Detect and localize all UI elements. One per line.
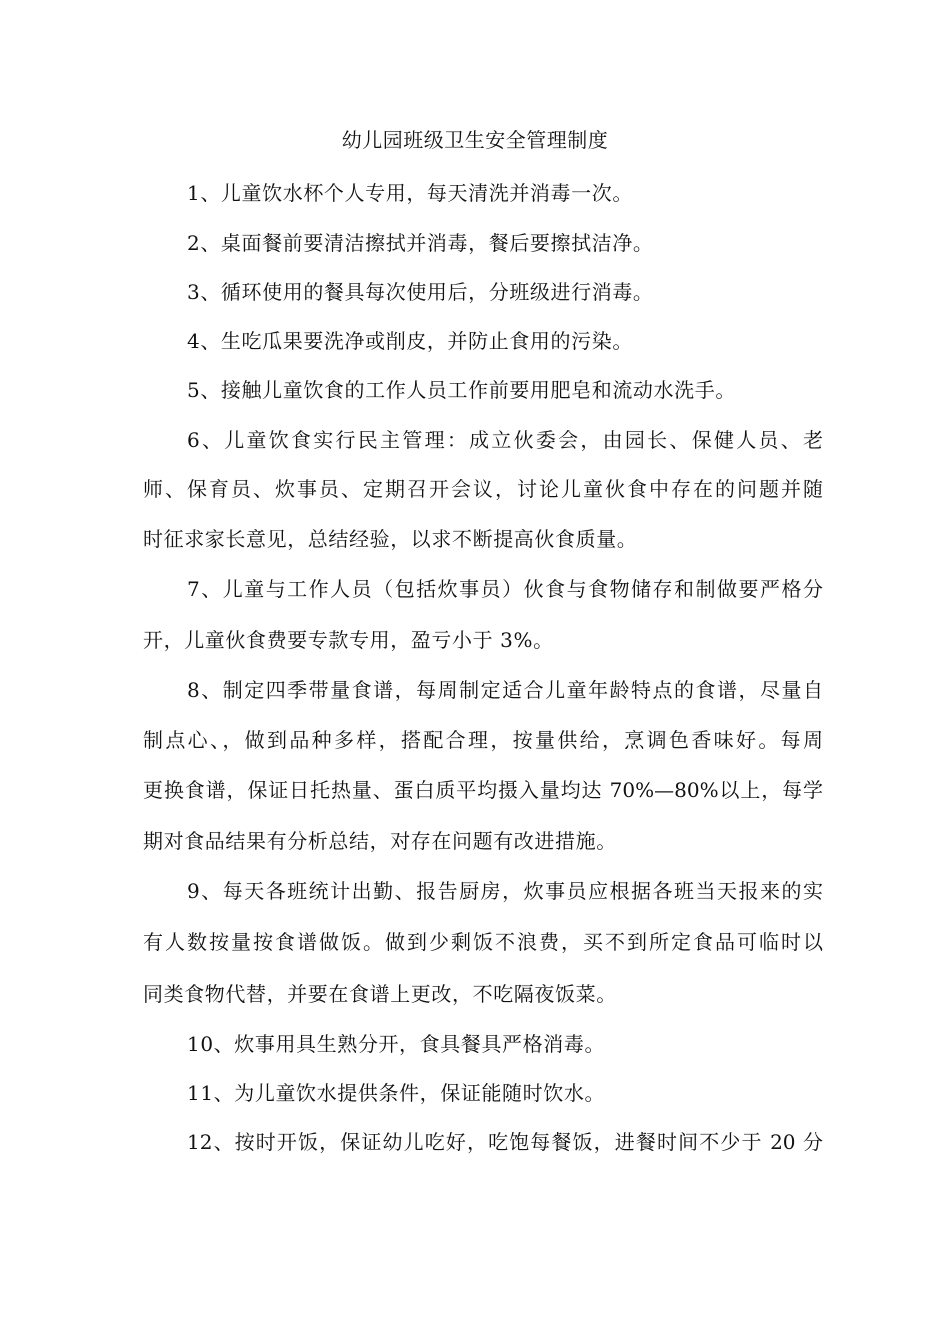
- document-title: 幼儿园班级卫生安全管理制度: [341, 128, 609, 152]
- rule-line: 8、制定四季带量食谱，每周制定适合儿童年龄特点的食谱，尽量自: [187, 678, 823, 702]
- rule-line: 时征求家长意见，总结经验，以求不断提高伙食质量。: [143, 527, 638, 551]
- rule-line: 制点心、，做到品种多样，搭配合理，按量供给，烹调色香味好。每周: [143, 728, 823, 752]
- rule-line: 4、生吃瓜果要洗净或削皮，并防止食用的污染。: [187, 329, 633, 353]
- rule-line: 5、接触儿童饮食的工作人员工作前要用肥皂和流动水洗手。: [187, 378, 736, 402]
- rule-line: 3、循环使用的餐具每次使用后，分班级进行消毒。: [187, 280, 654, 304]
- rule-line: 开，儿童伙食费要专款专用，盈亏小于 3%。: [143, 628, 554, 652]
- rule-line: 12、按时开饭，保证幼儿吃好，吃饱每餐饭，进餐时间不少于 20 分: [187, 1130, 823, 1154]
- rule-line: 6、儿童饮食实行民主管理：成立伙委会，由园长、保健人员、老: [187, 428, 823, 452]
- rule-line: 期对食品结果有分析总结，对存在问题有改进措施。: [143, 829, 617, 853]
- rule-line: 1、儿童饮水杯个人专用，每天清洗并消毒一次。: [187, 181, 633, 205]
- rule-line: 有人数按量按食谱做饭。做到少剩饭不浪费，买不到所定食品可临时以: [143, 930, 823, 954]
- rule-line: 同类食物代替，并要在食谱上更改，不吃隔夜饭菜。: [143, 982, 617, 1006]
- rule-line: 更换食谱，保证日托热量、蛋白质平均摄入量均达 70%—80%以上，每学: [143, 778, 823, 802]
- rule-line: 9、每天各班统计出勤、报告厨房，炊事员应根据各班当天报来的实: [187, 879, 823, 903]
- rule-line: 师、保育员、炊事员、定期召开会议，讨论儿童伙食中存在的问题并随: [143, 477, 823, 501]
- rule-line: 2、桌面餐前要清洁擦拭并消毒，餐后要擦拭洁净。: [187, 231, 654, 255]
- rule-line: 10、炊事用具生熟分开，食具餐具严格消毒。: [187, 1032, 606, 1056]
- rule-line: 7、儿童与工作人员（包括炊事员）伙食与食物储存和制做要严格分: [187, 577, 823, 601]
- rule-line: 11、为儿童饮水提供条件，保证能随时饮水。: [187, 1081, 606, 1105]
